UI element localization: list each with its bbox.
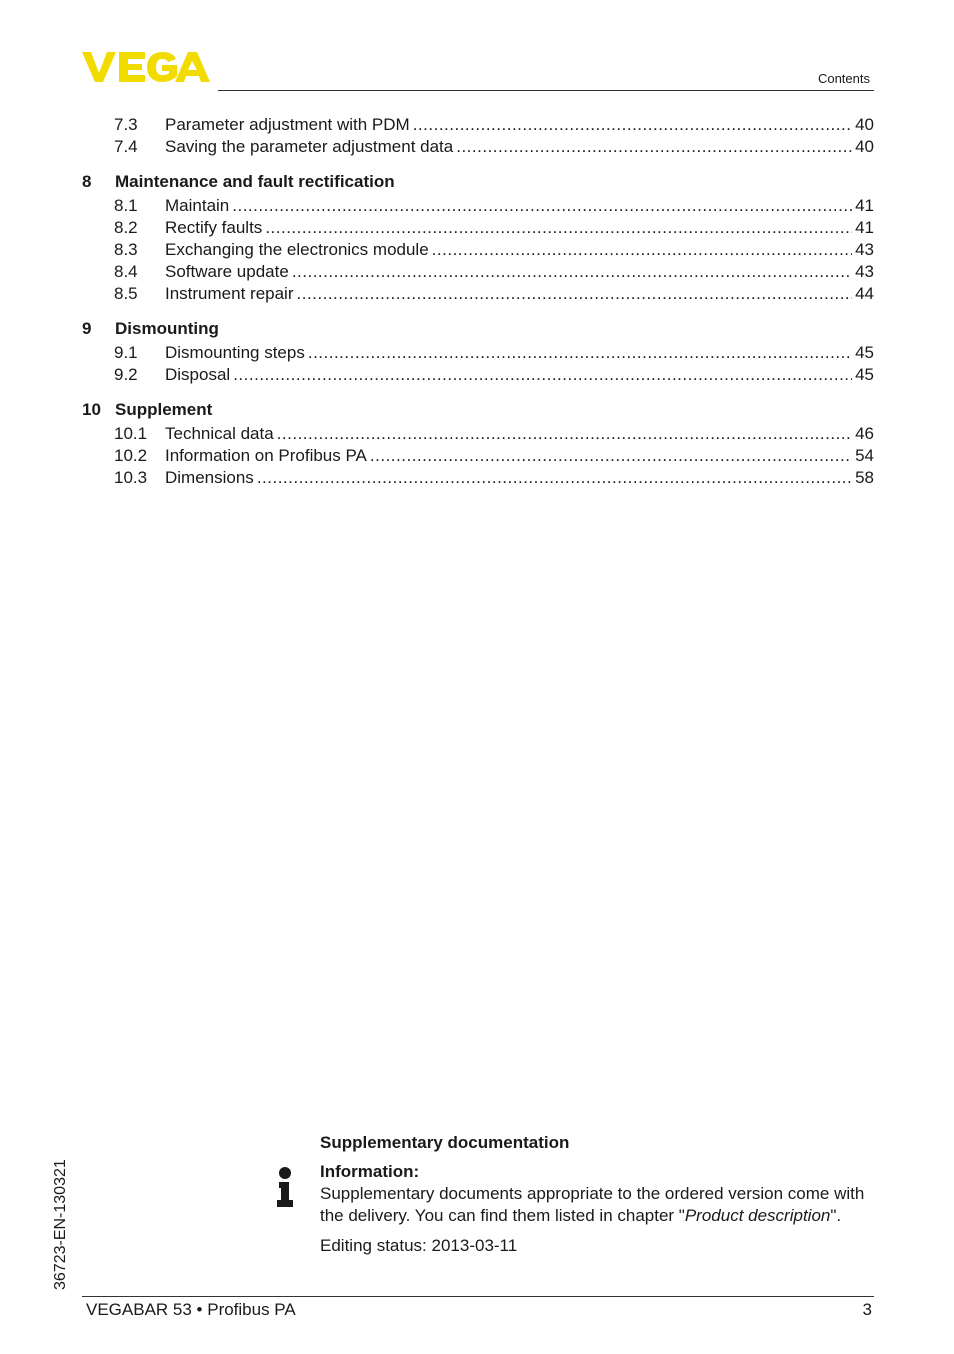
toc-entry-number: 8.4 (114, 262, 138, 281)
toc-section (82, 317, 874, 386)
toc-entry[interactable] (82, 239, 874, 261)
header-section-label: Contents (817, 71, 870, 86)
toc-section-title: Maintenance and fault rectification (115, 171, 395, 191)
toc-entry-title: Dismounting steps (165, 343, 305, 362)
toc-entry-page: 58 (855, 468, 874, 487)
info-icon (274, 1166, 296, 1208)
toc-section-number: 8 (82, 171, 92, 191)
toc-entry-number: 8.3 (114, 240, 138, 259)
toc-leader-dots (432, 239, 852, 261)
toc-entry-number: 9.2 (114, 365, 138, 384)
toc-entry-number: 10.3 (114, 468, 148, 487)
toc-leader-dots (413, 114, 852, 136)
footer-product: VEGABAR 53 • Profibus PA (86, 1300, 296, 1319)
toc-entry-number: 7.3 (114, 115, 138, 134)
toc-leader-dots (292, 261, 852, 283)
toc-leader-dots (370, 445, 852, 467)
supplementary-documentation (320, 1132, 876, 1257)
toc-entry-title: Exchanging the electronics module (165, 240, 429, 259)
toc-entry-page: 43 (855, 262, 874, 281)
supplementary-title: Supplementary documentation (320, 1133, 570, 1152)
toc-entry-title: Saving the parameter adjustment data (165, 137, 454, 156)
toc-entry[interactable] (82, 342, 874, 364)
editing-status: Editing status: 2013-03-11 (320, 1236, 518, 1255)
toc-continued-section (82, 114, 874, 158)
toc-entry[interactable] (82, 261, 874, 283)
toc-entry-page: 40 (855, 137, 874, 156)
toc-section-title: Supplement (115, 399, 213, 419)
toc-section-number: 10 (82, 399, 101, 419)
toc-section-number: 9 (82, 318, 92, 338)
toc-entry-page: 54 (855, 446, 874, 465)
toc-entry-number: 7.4 (114, 137, 138, 156)
toc-leader-dots (297, 283, 853, 305)
toc-leader-dots (456, 136, 852, 158)
toc-entry-page: 45 (855, 365, 874, 384)
toc-entry-page: 43 (855, 240, 874, 259)
toc-entry-title: Maintain (165, 196, 230, 215)
toc-section-title: Dismounting (115, 318, 219, 338)
toc-entry-title: Disposal (165, 365, 231, 384)
footer-rule (82, 1296, 874, 1297)
toc-entry-number: 10.2 (114, 446, 148, 465)
toc-entry-page: 46 (855, 424, 874, 443)
toc-entry-number: 8.1 (114, 196, 138, 215)
toc-section-heading[interactable] (82, 170, 874, 193)
footer-page-number: 3 (862, 1300, 872, 1319)
toc-entry[interactable] (82, 364, 874, 386)
toc-entry-title: Dimensions (165, 468, 254, 487)
toc-leader-dots (277, 423, 852, 445)
vega-logo (82, 50, 212, 84)
toc-leader-dots (308, 342, 852, 364)
toc-section (82, 170, 874, 305)
toc-section-heading[interactable] (82, 317, 874, 340)
information-label: Information: (320, 1162, 420, 1181)
table-of-contents (82, 114, 874, 501)
toc-entry-title: Information on Profibus PA (165, 446, 367, 465)
toc-leader-dots (265, 217, 852, 239)
document-code: 36723-EN-130321 (52, 1159, 69, 1290)
toc-entry-number: 8.5 (114, 284, 138, 303)
toc-entry-page: 41 (855, 196, 874, 215)
toc-entry[interactable] (82, 217, 874, 239)
information-text: Supplementary documents appropriate to the ordered version come with the delivery. You can find them listed in chapter "Product description". (320, 1184, 865, 1225)
toc-entry[interactable] (82, 423, 874, 445)
toc-entry[interactable] (82, 467, 874, 489)
toc-entry-number: 9.1 (114, 343, 138, 362)
toc-entry-page: 45 (855, 343, 874, 362)
toc-section-heading[interactable] (82, 398, 874, 421)
toc-entry-number: 10.1 (114, 424, 148, 443)
toc-entry-title: Software update (165, 262, 289, 281)
toc-entry-page: 40 (855, 115, 874, 134)
toc-entry-page: 44 (855, 284, 874, 303)
toc-entry[interactable] (82, 283, 874, 305)
toc-entry[interactable] (82, 136, 874, 158)
toc-entry[interactable] (82, 114, 874, 136)
toc-entry-title: Rectify faults (165, 218, 263, 237)
toc-entry-number: 8.2 (114, 218, 138, 237)
toc-entry-title: Parameter adjustment with PDM (165, 115, 410, 134)
toc-entry-title: Technical data (165, 424, 274, 443)
toc-entry-title: Instrument repair (165, 284, 294, 303)
toc-leader-dots (257, 467, 852, 489)
toc-entry[interactable] (82, 195, 874, 217)
toc-leader-dots (233, 364, 852, 386)
toc-leader-dots (232, 195, 852, 217)
toc-entry-page: 41 (855, 218, 874, 237)
header-rule (218, 90, 874, 91)
toc-section (82, 398, 874, 489)
toc-entry[interactable] (82, 445, 874, 467)
